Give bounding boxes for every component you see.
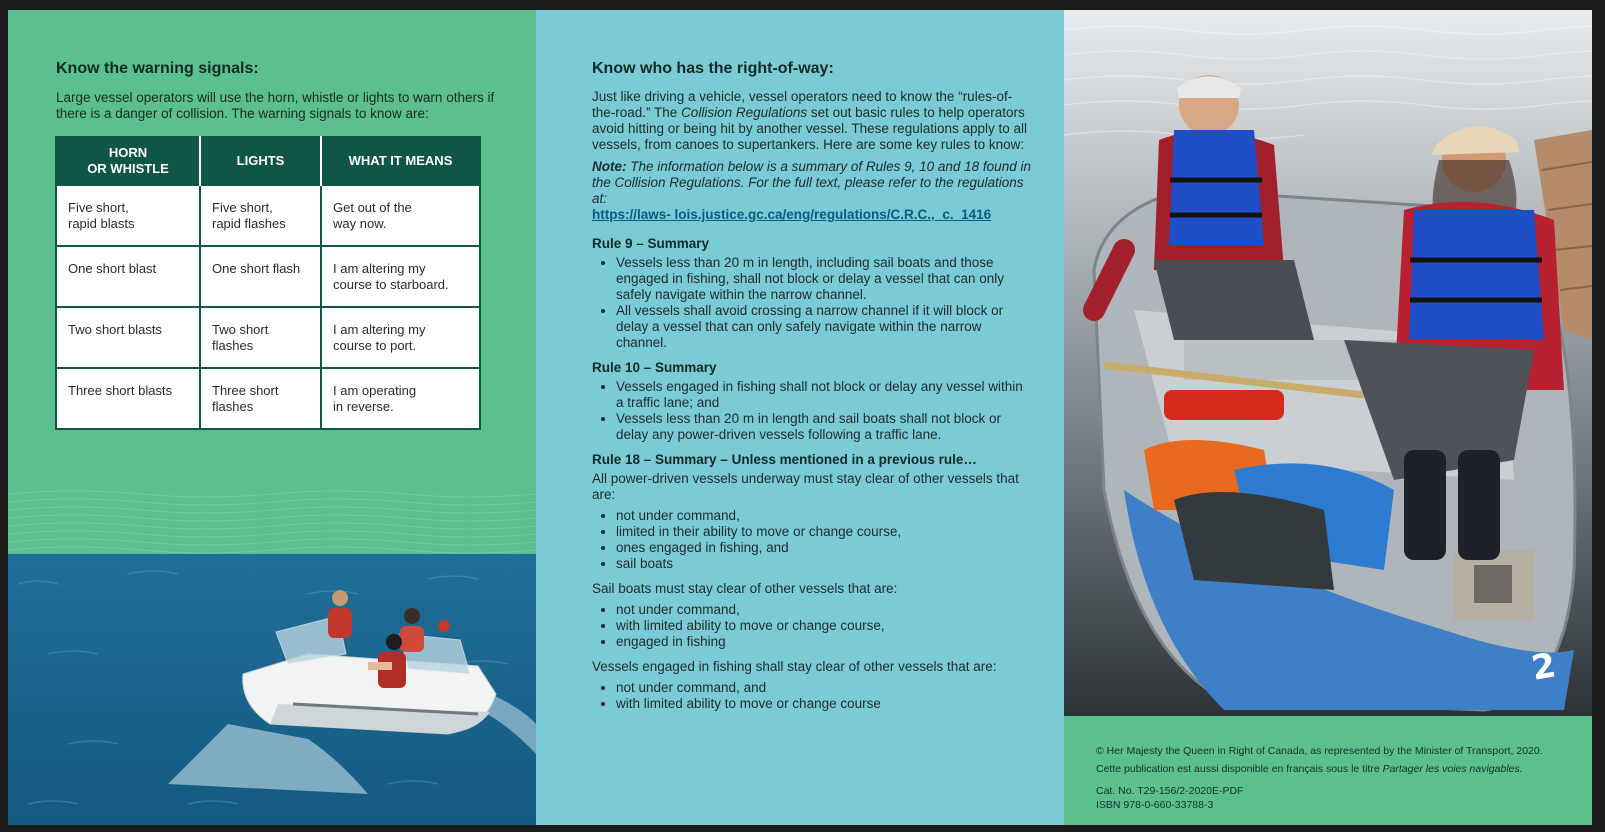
copyright-notice: © Her Majesty the Queen in Right of Canada, as represented by the Minister of Transport, 2020. xyxy=(1096,745,1543,757)
table-row xyxy=(56,307,480,368)
table-cell: Three short flashes xyxy=(200,368,321,429)
isbn: ISBN 978-0-660-33788-3 xyxy=(1096,799,1214,811)
table-header-row xyxy=(56,137,480,185)
rowboat-photo xyxy=(1064,10,1592,716)
list-item: • engaged in fishing xyxy=(616,634,1032,650)
list-item: • Vessels less than 20 m in length and sail boats shall not block or delay any power-driven vessels following a traffic lane. xyxy=(616,411,1032,443)
speedboat-photo xyxy=(8,554,536,825)
table-cell: Five short, rapid blasts xyxy=(56,185,200,246)
rule-10-title: Rule 10 – Summary xyxy=(592,360,717,375)
table-cell: I am altering my course to port. xyxy=(321,307,480,368)
brochure-spread xyxy=(8,10,1592,825)
rule-10-list xyxy=(592,379,1032,443)
warning-signals-intro: Large vessel operators will use the horn, whistle or lights to warn others if there is a danger of collision. The warning signals to know are: xyxy=(56,90,495,121)
table-cell: I am operating in reverse. xyxy=(321,368,480,429)
intro-text-2: set out basic rules to help operators avoid hitting or being hit by another vessel. These regulations apply to all vessels, from canoes to supertankers. Here are some key rules to know: xyxy=(592,105,1028,152)
rule-9-list xyxy=(592,255,1032,351)
table-cell: One short flash xyxy=(200,246,321,307)
note-text: The information below is a summary of Rules 9, 10 and 18 found in the Collision Regulations. For the full text, please refer to the regulations at: xyxy=(592,159,1031,206)
table-row xyxy=(56,368,480,429)
list-item: • Vessels less than 20 m in length, including sail boats and those engaged in fishing, shall not block or delay a vessel that can only safely navigate within the narrow channel. xyxy=(616,255,1032,303)
list-item: • not under command, and xyxy=(616,680,1032,696)
table-row xyxy=(56,246,480,307)
list-item: • limited in their ability to move or change course, xyxy=(616,524,1032,540)
table-cell: I am altering my course to starboard. xyxy=(321,246,480,307)
table-row xyxy=(56,185,480,246)
photo-credits-panel xyxy=(1064,10,1592,825)
catalogue-number: Cat. No. T29-156/2-2020E-PDF xyxy=(1096,785,1244,797)
rule-18-power-list xyxy=(592,508,1032,572)
warning-signals-table xyxy=(55,136,481,430)
table-cell: One short blast xyxy=(56,246,200,307)
summary-note xyxy=(592,159,1032,207)
right-of-way-content xyxy=(592,60,1032,721)
list-item: • ones engaged in fishing, and xyxy=(616,540,1032,556)
intro-regulations-title: Collision Regulations xyxy=(681,105,808,120)
right-of-way-intro xyxy=(592,89,1032,153)
french-availability xyxy=(1096,762,1576,776)
rule-18-sail-intro: Sail boats must stay clear of other vessels that are: xyxy=(592,581,898,596)
list-item: • All vessels shall avoid crossing a narrow channel if it will block or delay a vessel that can only safely navigate within the narrow channel. xyxy=(616,303,1032,351)
svg-text:2: 2 xyxy=(1528,645,1559,689)
right-of-way-heading: Know who has the right-of-way: xyxy=(592,60,834,77)
table-cell: Two short flashes xyxy=(200,307,321,368)
rule-9-title: Rule 9 – Summary xyxy=(592,236,710,251)
regulations-link[interactable]: https://laws- lois.justice.gc.ca/eng/regulations/C.R.C.,_c._1416 xyxy=(592,207,992,222)
table-cell: Get out of the way now. xyxy=(321,185,480,246)
list-item: • with limited ability to move or change course xyxy=(616,696,1032,712)
table-cell: Two short blasts xyxy=(56,307,200,368)
rule-18-power-intro: All power-driven vessels underway must stay clear of other vessels that are: xyxy=(592,471,1019,502)
table-cell: Five short, rapid flashes xyxy=(200,185,321,246)
header-what-it-means: WHAT IT MEANS xyxy=(321,137,480,185)
list-item: • Vessels engaged in fishing shall not block or delay any vessel within a traffic lane; and xyxy=(616,379,1032,411)
warning-signals-panel xyxy=(8,10,536,825)
rule-18-title: Rule 18 – Summary – Unless mentioned in a previous rule… xyxy=(592,452,977,467)
warning-signals-heading: Know the warning signals: xyxy=(56,60,259,77)
list-item: • with limited ability to move or change course, xyxy=(616,618,1032,634)
rule-18-fishing-intro: Vessels engaged in fishing shall stay clear of other vessels that are: xyxy=(592,659,997,674)
right-of-way-panel xyxy=(536,10,1064,825)
list-item: • not under command, xyxy=(616,508,1032,524)
rule-18-sail-list xyxy=(592,602,1032,650)
catalogue-info xyxy=(1096,784,1576,812)
wave-pattern-decoration xyxy=(8,488,536,554)
note-label: Note: xyxy=(592,159,627,174)
french-title: Partager les voies navigables. xyxy=(1382,763,1523,775)
rule-18-fishing-list xyxy=(592,680,1032,712)
header-horn-or-whistle: HORN OR WHISTLE xyxy=(56,137,200,185)
table-cell: Three short blasts xyxy=(56,368,200,429)
french-text: Cette publication est aussi disponible en français sous le titre xyxy=(1096,763,1383,775)
intro-text-1: Just like driving a vehicle, vessel operators need to know the “rules-of-the-road.” The xyxy=(592,89,1013,120)
list-item: • sail boats xyxy=(616,556,1032,572)
header-lights: LIGHTS xyxy=(200,137,321,185)
list-item: • not under command, xyxy=(616,602,1032,618)
publication-credits xyxy=(1096,744,1576,816)
